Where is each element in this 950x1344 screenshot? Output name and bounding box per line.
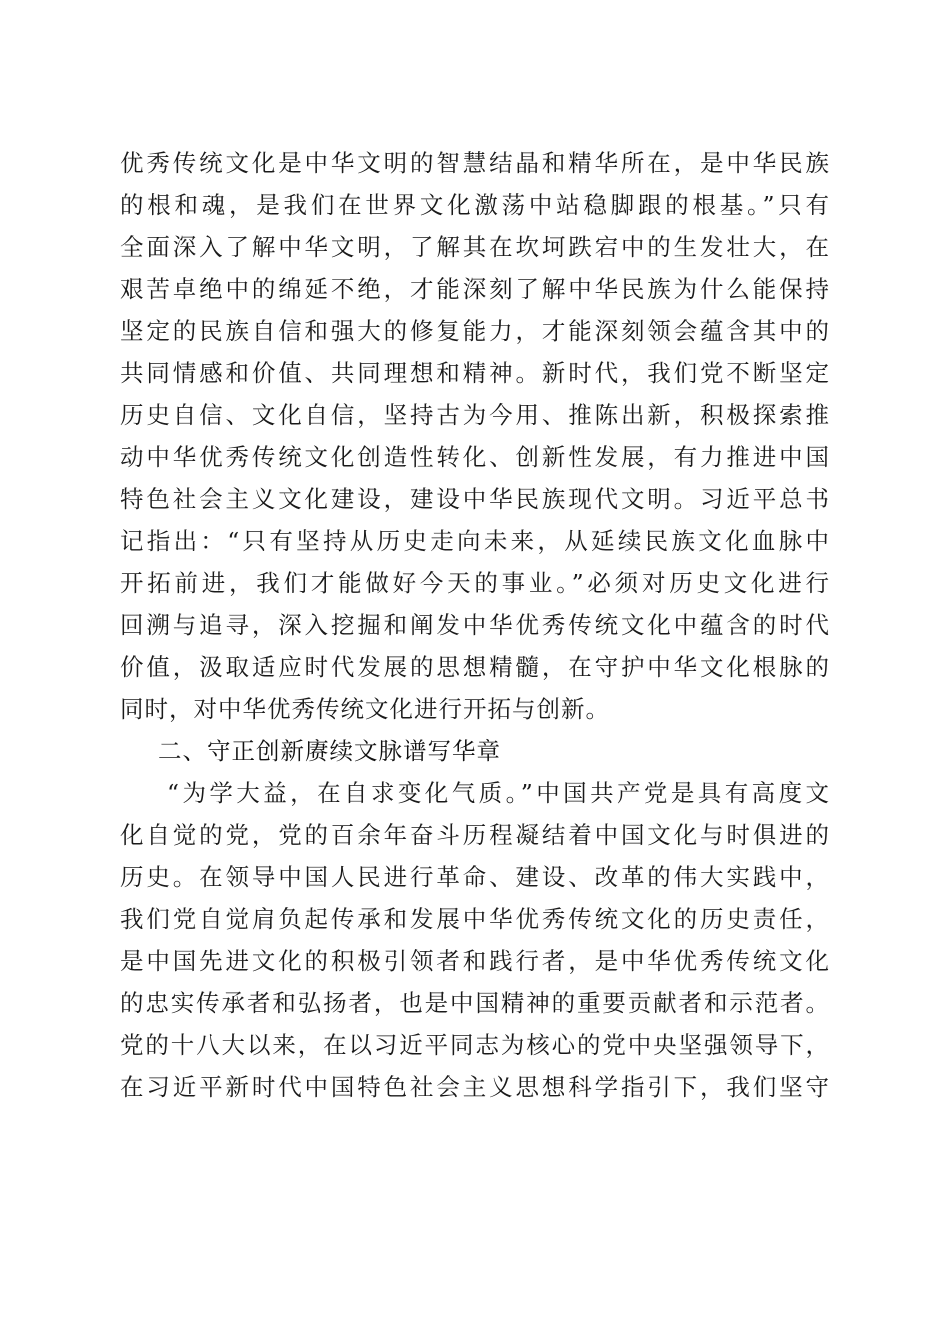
text-line: 同时，对中华优秀传统文化进行开拓与创新。 — [120, 695, 610, 723]
text-line: 的忠实传承者和弘扬者，也是中国精神的重要贡献者和示范者。 — [120, 989, 830, 1017]
text-line: 共同情感和价值、共同理想和精神。新时代，我们党不断坚定 — [120, 359, 830, 387]
text-line: 优秀传统文化是中华文明的智慧结晶和精华所在，是中华民族 — [120, 149, 830, 177]
text-line: 全面深入了解中华文明，了解其在坎坷跌宕中的生发壮大，在 — [120, 233, 830, 261]
text-line: 开拓前进，我们才能做好今天的事业。”必须对历史文化进行 — [120, 569, 830, 597]
text-line: 特色社会主义文化建设，建设中华民族现代文明。习近平总书 — [120, 485, 830, 513]
text-line: “为学大益，在自求变化气质。”中国共产党是具有高度文 — [167, 779, 830, 807]
text-line: 坚定的民族自信和强大的修复能力，才能深刻领会蕴含其中的 — [120, 317, 830, 345]
text-line: 历史。在领导中国人民进行革命、建设、改革的伟大实践中， — [120, 863, 830, 891]
section-heading: 二、守正创新赓续文脉谱写华章 — [158, 737, 501, 765]
text-line: 的根和魂，是我们在世界文化激荡中站稳脚跟的根基。”只有 — [120, 191, 830, 219]
text-line: 化自觉的党，党的百余年奋斗历程凝结着中国文化与时俱进的 — [120, 821, 830, 849]
text-line: 动中华优秀传统文化创造性转化、创新性发展，有力推进中国 — [120, 443, 830, 471]
text-line: 艰苦卓绝中的绵延不绝，才能深刻了解中华民族为什么能保持 — [120, 275, 830, 303]
paragraph-2 — [120, 772, 830, 1108]
text-line: 历史自信、文化自信，坚持古为今用、推陈出新，积极探索推 — [120, 401, 830, 429]
text-line: 价值，汲取适应时代发展的思想精髓，在守护中华文化根脉的 — [120, 653, 830, 681]
text-line: 在习近平新时代中国特色社会主义思想科学指引下，我们坚守 — [120, 1073, 830, 1101]
text-line: 是中国先进文化的积极引领者和践行者，是中华优秀传统文化 — [120, 947, 830, 975]
text-line: 党的十八大以来，在以习近平同志为核心的党中央坚强领导下， — [120, 1031, 830, 1059]
document-body — [120, 142, 830, 1108]
text-line: 回溯与追寻，深入挖掘和阐发中华优秀传统文化中蕴含的时代 — [120, 611, 830, 639]
text-line: 我们党自觉肩负起传承和发展中华优秀传统文化的历史责任， — [120, 905, 830, 933]
paragraph-1 — [120, 142, 830, 730]
text-line: 记指出：“只有坚持从历史走向未来，从延续民族文化血脉中 — [120, 527, 830, 555]
